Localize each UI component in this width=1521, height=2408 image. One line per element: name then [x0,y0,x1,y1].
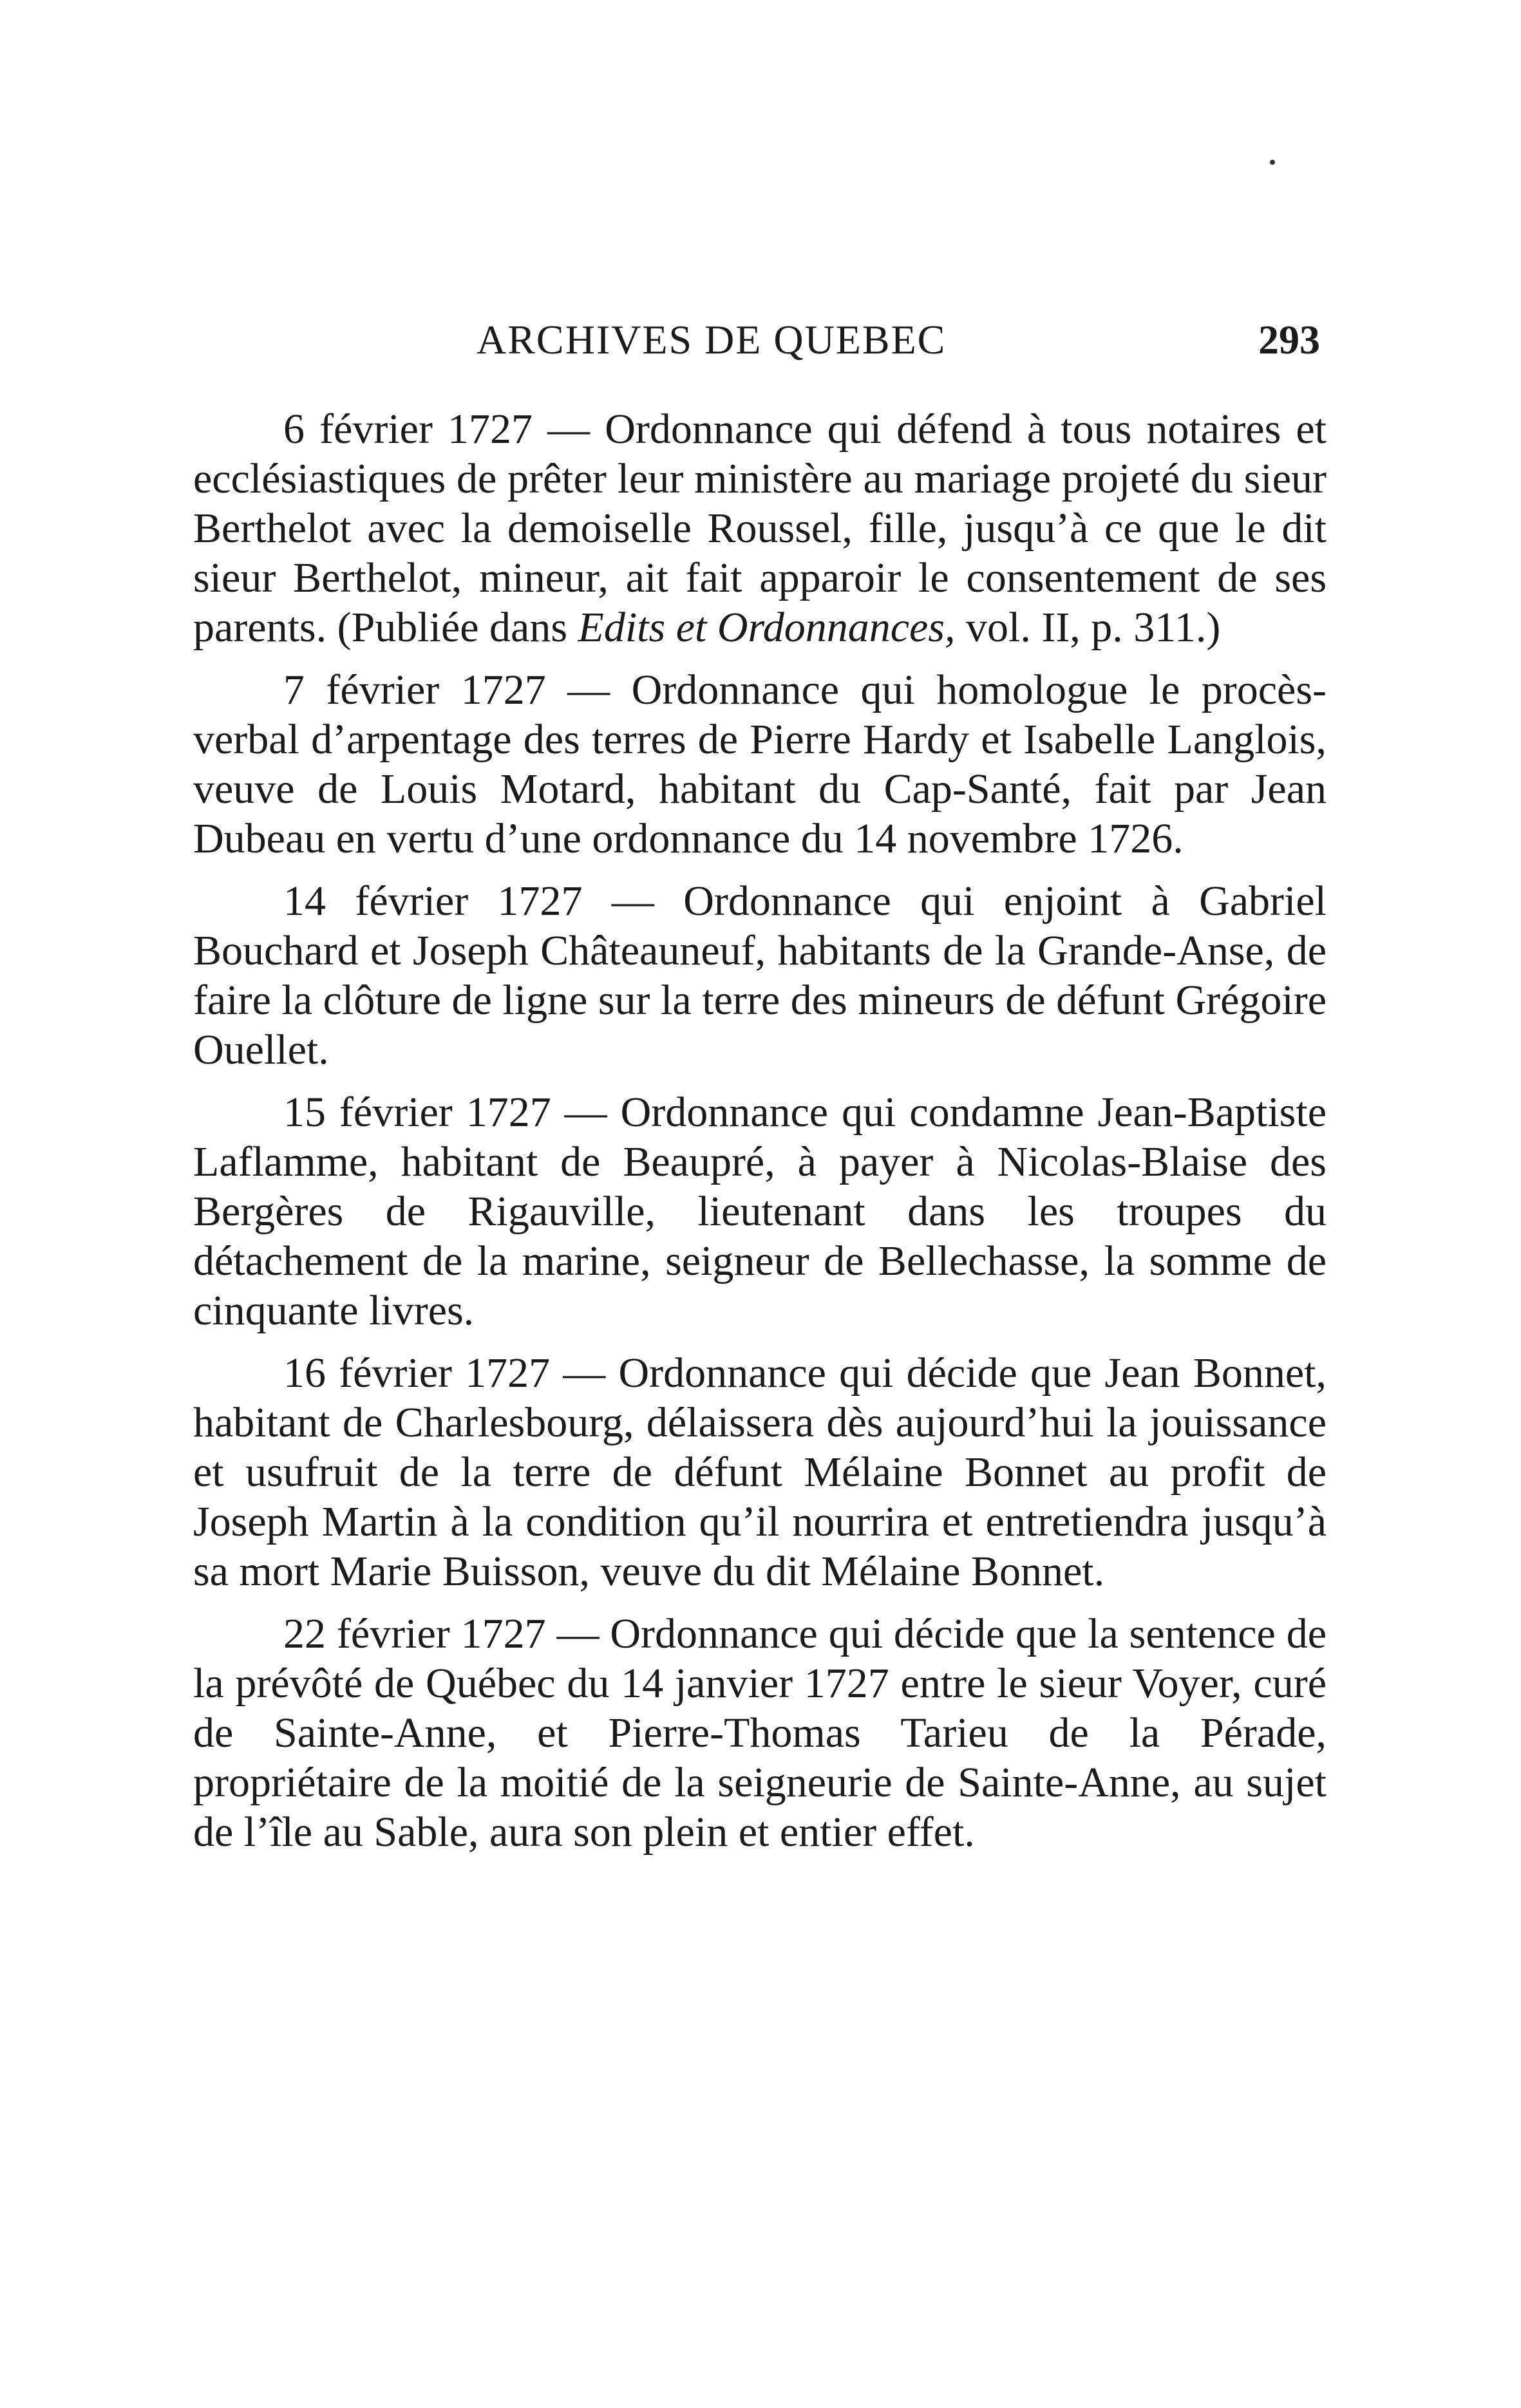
entry-1 [193,404,1327,652]
entry-text: 6 février 1727 — Ordonnance qui défend à tous notaires et ecclésiastiques de prêter leur ministère au mariage projeté du sieur Berthelot avec la demoiselle Roussel, fille, jusqu’à ce que le dit sieur Berthelot, mineur, ait fait apparoir le consentement de ses parents. (Publiée dans [193,406,1327,651]
entry-2: 7 février 1727 — Ordonnance qui homologue le procès-verbal d’arpentage des terres de Pierre Hardy et Isabelle Langlois, veuve de Louis Motard, habitant du Cap-Santé, fait par Jean Dubeau en vertu d’une ordonnance du 14 novembre 1726. [193,666,1327,862]
page-header [193,314,1327,366]
body-text [193,404,1327,1870]
entry-3: 14 février 1727 — Ordonnance qui enjoint à Gabriel Bouchard et Joseph Châteauneuf, habitants de la Grande-Anse, de faire la clôture de ligne sur la terre des mineurs de défunt Grégoire Ouellet. [193,878,1327,1073]
entry-5: 16 février 1727 — Ordonnance qui décide que Jean Bonnet, habitant de Charlesbourg, délaissera dès aujourd’hui la jouissance et usufruit de la terre de défunt Mélaine Bonnet au profit de Joseph Martin à la condition qu’il nourrira et entretiendra jusqu’à sa mort Marie Buisson, veuve du dit Mélaine Bonnet. [193,1350,1327,1595]
page-number: 293 [1258,317,1320,362]
page-mark [1270,160,1275,165]
entry-citation-title: Edits et Ordonnances, [578,604,956,651]
entry-6: 22 février 1727 — Ordonnance qui décide que la sentence de la prévôté de Québec du 14 janvier 1727 entre le sieur Voyer, curé de Sainte-Anne, et Pierre-Thomas Tarieu de la Pérade, propriétaire de la moitié de la seigneurie de Sainte-Anne, au sujet de l’île au Sable, aura son plein et entier effet. [193,1610,1327,1856]
entry-4: 15 février 1727 — Ordonnance qui condamne Jean-Baptiste Laflamme, habitant de Beaupré, à payer à Nicolas-Blaise des Bergères de Rigauville, lieutenant dans les troupes du détachement de la marine, seigneur de Bellechasse, la somme de cinquante livres. [193,1089,1327,1334]
running-title: ARCHIVES DE QUEBEC [477,317,947,362]
entry-citation-ref: vol. II, p. 311.) [955,604,1221,651]
